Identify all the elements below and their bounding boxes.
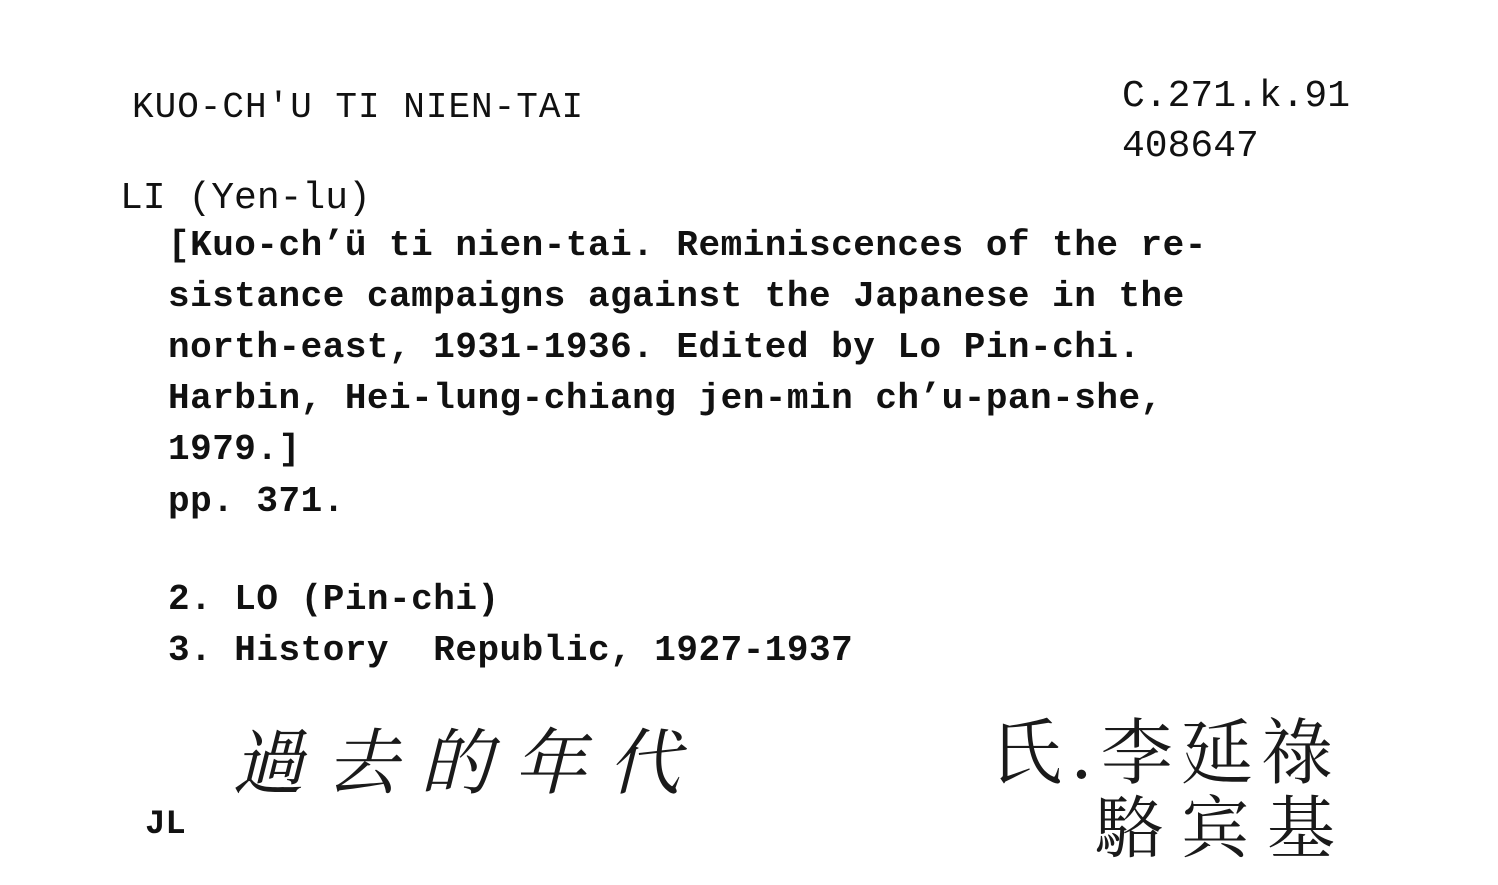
handwritten-chinese-title: 過去的年代 [232, 721, 703, 805]
description-line: sistance campaigns against the Japanese in the [168, 276, 1185, 317]
pagination: pp. 371. [168, 481, 345, 522]
tracing-entry: 3. History Republic, 1927-1937 [168, 630, 854, 671]
card-heading: KUO-CH'U TI NIEN-TAI [132, 87, 585, 128]
author-entry: LI (Yen-lu) [120, 177, 371, 220]
shelfmark: C.271.k.91 [1122, 75, 1351, 118]
tracing-entry: 2. LO (Pin-chi) [168, 579, 500, 620]
handwritten-chinese-editor: 駱宾基 [1095, 790, 1354, 869]
description-line: north-east, 1931-1936. Edited by Lo Pin-chi. [168, 327, 1141, 368]
description-line: Harbin, Hei-lung-chiang jen-min ch’u-pan-she, [168, 378, 1163, 419]
description-line: [Kuo-ch’ü ti nien-tai. Reminiscences of the re- [168, 225, 1207, 266]
description-line: 1979.] [168, 429, 301, 470]
accession-number: 408647 [1122, 125, 1259, 168]
cataloguer-initials: JL [145, 806, 186, 844]
handwritten-chinese-author: 氏.李延祿 [990, 711, 1341, 795]
